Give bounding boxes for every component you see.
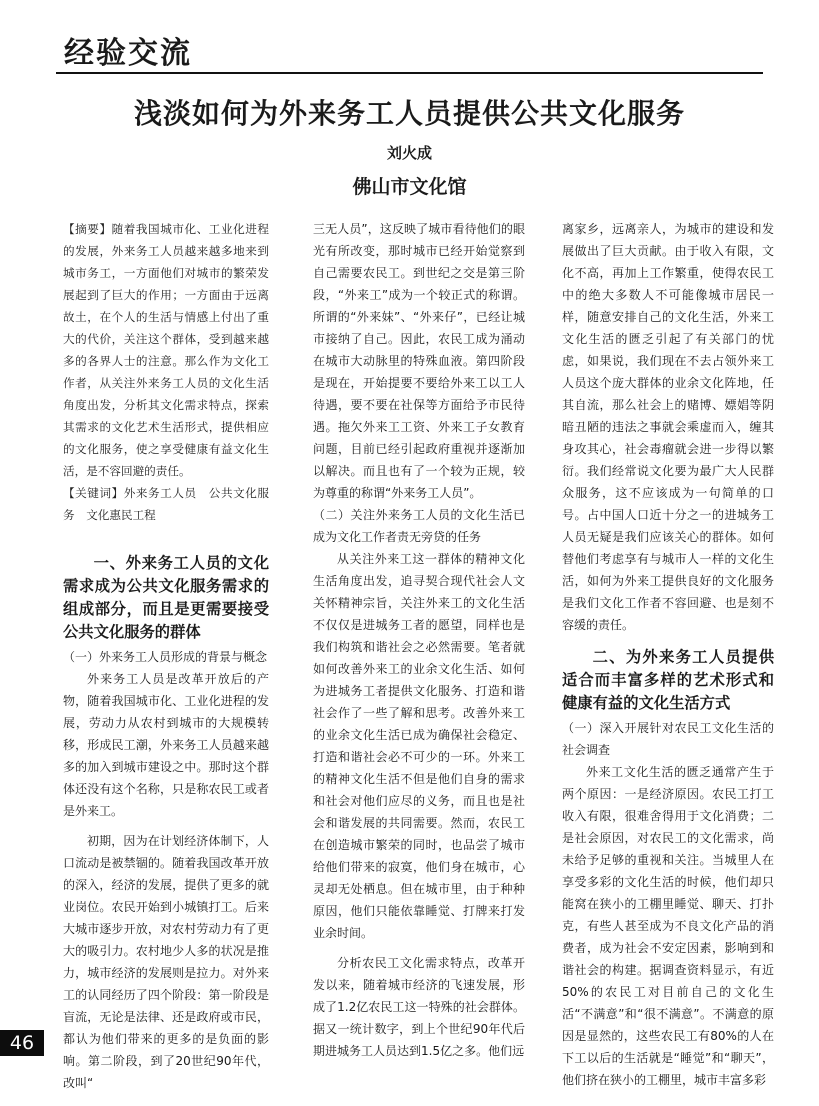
subsection-heading: （一）外来务工人员形成的背景与概念 [63,650,268,664]
author-name: 刘火成 [386,144,432,162]
subsection-heading: （二）关注外来务工人员的文化生活已成为文化工作者责无旁贷的任务 [313,508,525,544]
body-paragraph: 外来工文化生活的匮乏通常产生于两个原因：一是经济原因。农民工打工收入有限，很难舍得用于文化消费；二是社会原因，对农民工的文化需求，尚未给予足够的重视和关注。当城里人在享受多彩的文化生活的时候，他们却只能窝在狭小的工棚里睡觉、聊天、打扑克，有些人甚至成为不良文化产品的消费者，成为社会不安定因素，影响到和谐社会的构建。据调查资料显示，有近50%的农民工对目前自己的文化生活“不满意”和“很不满意”。不满意的原因是显然的，这些农民工有80%的人在下工以后的生活就是“睡觉”和“聊天”，他们挤在狭小的工棚里，城市丰富多彩 [562,765,774,1087]
subsection-heading: （一）深入开展针对农民工文化生活的社会调查 [562,721,774,757]
section-heading-2: 二、为外来务工人员提供适合而丰富多样的艺术形式和健康有益的文化生活方式 [562,648,774,712]
abstract: 【摘要】随着我国城市化、工业化进程的发展，外来务工人员越来越多地来到城市务工，一方面他们对城市的繁荣发展起到了巨大的作用；一方面由于远离故土，在个人的生活与情感上付出了重大的代价，关注这个群体，受到越来越多的各界人士的注意。那么作为文化工作者，从关注外来务工人员的文化生活角度出发，分析其文化需求特点，探索其需求的文化艺术生活形式，提供相应的文化服务，使之享受健康有益文化生活，是不容回避的责任。 [63,222,269,478]
author-organization: 佛山市文化馆 [352,176,467,198]
body-paragraph: 外来务工人员是改革开放后的产物，随着我国城市化、工业化进程的发展，劳动力从农村到城市的大规模转移，形成民工潮，外来务工人员越来越多的加入到城市建设之中。那时这个群体还没有这个名称，只是称农民工或者是外来工。 [63,672,269,818]
keywords: 【关键词】外来务工人员 公共文化服务 文化惠民工程 [63,486,269,522]
body-paragraph: 从关注外来工这一群体的精神文化生活角度出发，追寻契合现代社会人文关怀精神宗旨，关注外来工的文化生活不仅仅是进城务工者的愿望，同样也是我们构筑和谐社会之必然需要。笔者就如何改善外来工的业余文化生活、如何为进城务工者提供文化服务、打造和谐社会作了一些了解和思考。改善外来工的业余文化生活已成为确保社会稳定、打造和谐社会必不可少的一环。外来工的精神文化生活不但是他们自身的需求和社会对他们应尽的义务，而且也是社会和谐发展的共同需要。然而，农民工在创造城市繁荣的同时，也品尝了城市给他们带来的寂寞，他们身在城市，心灵却无处栖息。但在城市里，由于种种原因，他们只能依靠睡觉、打牌来打发业余时间。 [313,552,525,940]
section-heading-1: 一、外来务工人员的文化需求成为公共文化服务需求的组成部分，而且是更需要接受公共文化服务的群体 [63,554,269,641]
article-title: 浅淡如何为外来务工人员提供公共文化服务 [133,97,685,130]
text-column-3 [562,218,774,1087]
column-tag: 经验交流 [64,36,192,71]
body-paragraph: 分析农民工文化需求特点，改革开发以来，随着城市经济的飞速发展，形成了1.2亿农民工这一特殊的社会群体。据又一统计数字，到上个世纪90年代后期进城务工人员达到1.5亿之多。他们远 [313,956,525,1058]
body-paragraph: 三无人员”，这反映了城市看待他们的眼光有所改变，那时城市已经开始觉察到自己需要农民工。到世纪之交是第三阶段，“外来工”成为一个较正式的称谓。所谓的“外来妹”、“外来仔”，已经让城市接纳了自己。因此，农民工成为涌动在城市大动脉里的特殊血液。第四阶段是现在，开始提要不要给外来工以工人待遇，要不要在社保等方面给予市民待遇。拖欠外来工工资、外来工子女教育问题，目前已经引起政府重视并逐渐加以解决。而且也有了一个较为正规，较为尊重的称谓“外来务工人员”。 [313,222,525,500]
header-rule [56,72,763,74]
body-paragraph: 离家乡，远离亲人，为城市的建设和发展做出了巨大贡献。由于收入有限，文化不高，再加上工作繁重，使得农民工中的绝大多数人不可能像城市居民一样，随意安排自己的文化生活，外来工文化生活的匮乏引起了有关部门的忧虑，如果说，我们现在不去占领外来工人员这个庞大群体的业余文化阵地，任其自流，那么社会上的赌博、嫖娼等阴暗丑陋的违法之事就会乘虚而入，缠其身攻其心，社会毒瘤就会进一步得以繁衍。我们经常说文化要为最广大人民群众服务，这不应该成为一句简单的口号。占中国人口近十分之一的进城务工人员无疑是我们应该关心的群体。如何替他们考虑享有与城市人一样的文化生活，如何为外来工提供良好的文化服务是我们文化工作者不容回避、也是刻不容缓的责任。 [562,222,774,632]
body-paragraph: 初期，因为在计划经济体制下，人口流动是被禁锢的。随着我国改革开放的深入，经济的发展，提供了更多的就业岗位。农民开始到小城镇打工。后来大城市逐步开放，对农村劳动力有了更大的吸引力。农村地少人多的状况是推力，城市经济的发展则是拉力。对外来工的认同经历了四个阶段：第一阶段是盲流，无论是法律、还是政府或市民，都认为他们带来的更多的是负面的影响。第二阶段，到了20世纪90年代，改叫“ [63,834,269,1090]
text-column-2 [313,218,525,1070]
page-number: 46 [0,1030,44,1056]
text-column-1 [63,218,269,1090]
